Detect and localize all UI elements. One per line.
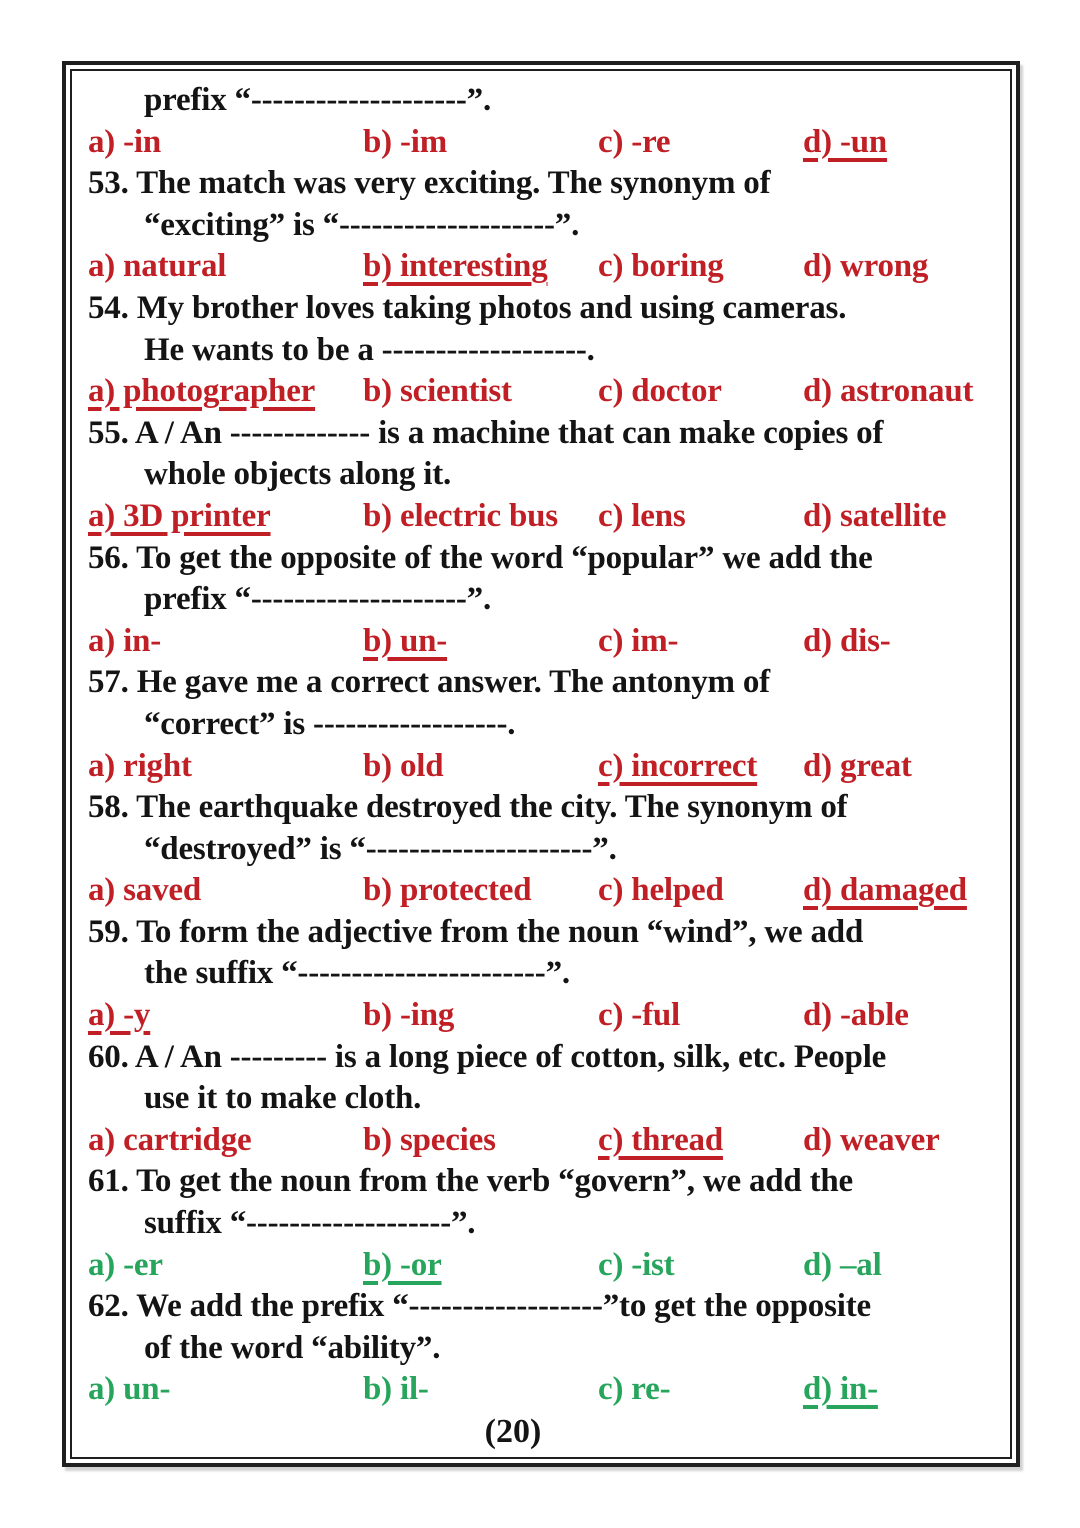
option: b) old bbox=[363, 747, 444, 784]
option: d) satellite bbox=[803, 497, 947, 534]
option-answer: c) incorrect bbox=[598, 747, 758, 784]
option-answer: c) thread bbox=[598, 1121, 723, 1158]
option: a) -er bbox=[88, 1246, 163, 1283]
option: a) cartridge bbox=[88, 1121, 252, 1158]
option: a) right bbox=[88, 747, 192, 784]
option: c) lens bbox=[598, 497, 686, 534]
questions-container bbox=[88, 80, 998, 1411]
question-line: 53. The match was very exciting. The synonym of bbox=[88, 165, 771, 202]
question-line: “destroyed” is “---------------------”. bbox=[144, 830, 617, 867]
question-line: the suffix “-----------------------”. bbox=[144, 955, 570, 992]
question-line: 56. To get the opposite of the word “popular” we add the bbox=[88, 539, 873, 576]
option-answer: a) photographer bbox=[88, 373, 316, 410]
question-line: 59. To form the adjective from the noun “wind”, we add bbox=[88, 913, 864, 950]
question-line: prefix “--------------------”. bbox=[144, 82, 491, 118]
options-row bbox=[88, 746, 998, 788]
option: c) -ful bbox=[598, 997, 680, 1034]
option: b) -im bbox=[363, 123, 448, 160]
question-line: use it to make cloth. bbox=[144, 1080, 422, 1117]
option: b) scientist bbox=[363, 373, 512, 410]
option-answer: a) 3D printer bbox=[88, 497, 271, 534]
option: c) doctor bbox=[598, 373, 722, 410]
options-row bbox=[88, 621, 998, 663]
option: d) –al bbox=[803, 1246, 882, 1283]
option: d) astronaut bbox=[803, 373, 974, 410]
option: d) great bbox=[803, 747, 912, 784]
options-row bbox=[88, 1245, 998, 1287]
option: d) weaver bbox=[803, 1121, 940, 1158]
option: c) -ist bbox=[598, 1246, 675, 1283]
page-number: (20) bbox=[484, 1413, 542, 1450]
question-line: He wants to be a -------------------. bbox=[144, 331, 595, 368]
page-border-inner bbox=[70, 69, 1012, 1459]
option: a) natural bbox=[88, 248, 227, 285]
option: d) wrong bbox=[803, 248, 929, 285]
option: a) saved bbox=[88, 872, 201, 909]
question-line: 61. To get the noun from the verb “govern”, we add the bbox=[88, 1163, 854, 1200]
question-line: 57. He gave me a correct answer. The antonym of bbox=[88, 664, 770, 701]
question-line: “exciting” is “--------------------”. bbox=[144, 206, 580, 243]
question-line: 62. We add the prefix “------------------”to get the opposite bbox=[88, 1288, 871, 1325]
option-answer: b) -or bbox=[363, 1246, 442, 1283]
option: a) in- bbox=[88, 622, 162, 659]
option: a) -in bbox=[88, 123, 162, 160]
question-line: 58. The earthquake destroyed the city. The synonym of bbox=[88, 789, 848, 826]
options-row bbox=[88, 496, 998, 538]
options-row bbox=[88, 246, 998, 288]
question-line: “correct” is ------------------. bbox=[144, 705, 516, 742]
options-row bbox=[88, 870, 998, 912]
question-line: 54. My brother loves taking photos and using cameras. bbox=[88, 289, 847, 326]
option: c) boring bbox=[598, 248, 724, 285]
option-answer: a) -y bbox=[88, 997, 151, 1034]
question-line: 60. A / An --------- is a long piece of cotton, silk, etc. People bbox=[88, 1038, 887, 1075]
option-answer: d) -un bbox=[803, 123, 888, 160]
question-line: 55. A / An ------------- is a machine that can make copies of bbox=[88, 414, 884, 451]
option: a) un- bbox=[88, 1371, 171, 1408]
options-row bbox=[88, 995, 998, 1037]
option: d) dis- bbox=[803, 622, 891, 659]
question-line: of the word “ability”. bbox=[144, 1329, 441, 1366]
option: b) protected bbox=[363, 872, 532, 909]
option-answer: d) in- bbox=[803, 1371, 878, 1408]
options-row bbox=[88, 371, 998, 413]
option: c) -re bbox=[598, 123, 671, 160]
option: b) species bbox=[363, 1121, 496, 1158]
option: b) il- bbox=[363, 1371, 429, 1408]
options-row bbox=[88, 122, 998, 164]
option-answer: d) damaged bbox=[803, 872, 967, 909]
option: b) electric bus bbox=[363, 497, 558, 534]
option: d) -able bbox=[803, 997, 909, 1034]
option-answer: b) un- bbox=[363, 622, 448, 659]
option: c) im- bbox=[598, 622, 679, 659]
option: c) re- bbox=[598, 1371, 671, 1408]
options-row bbox=[88, 1369, 998, 1411]
question-line: prefix “--------------------”. bbox=[144, 581, 491, 618]
option: c) helped bbox=[598, 872, 724, 909]
option: b) -ing bbox=[363, 997, 455, 1034]
options-row bbox=[88, 1120, 998, 1162]
option-answer: b) interesting bbox=[363, 248, 548, 285]
question-line: whole objects along it. bbox=[144, 456, 452, 493]
page-border-frame bbox=[62, 61, 1020, 1467]
question-line: suffix “-------------------”. bbox=[144, 1205, 476, 1242]
